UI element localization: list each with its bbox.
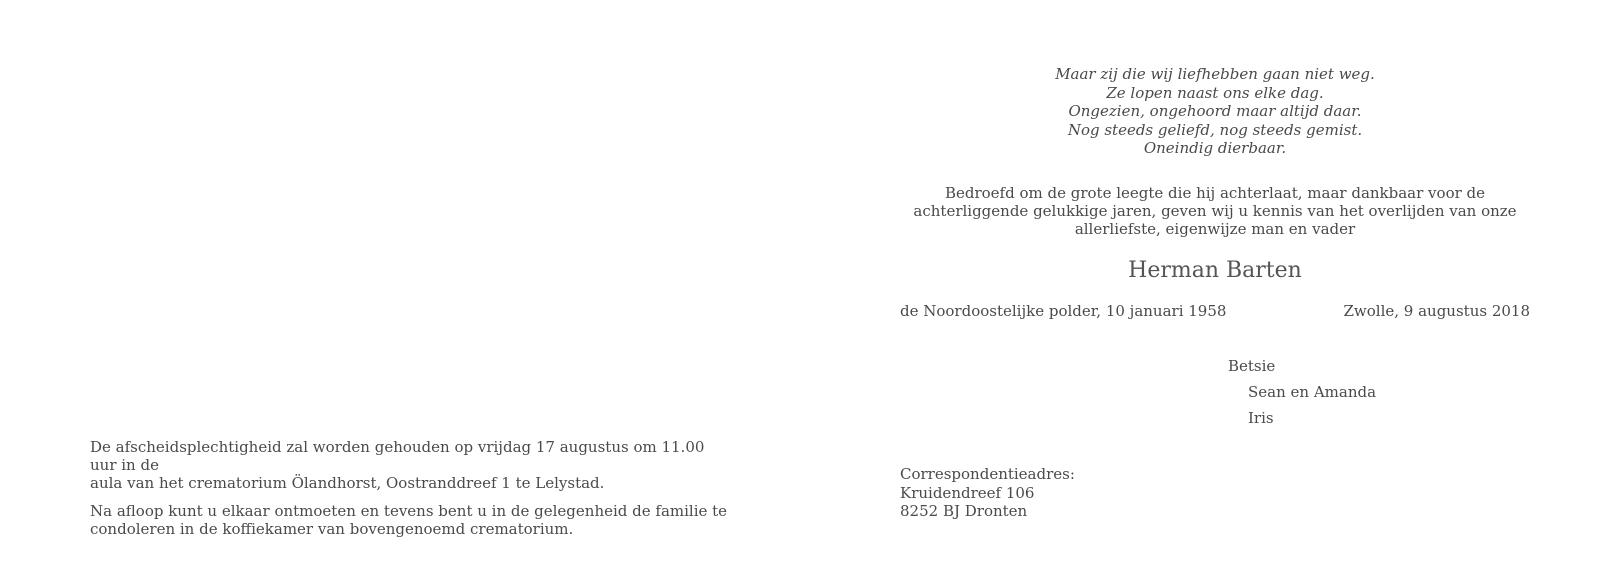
family-member: Iris: [1248, 409, 1274, 427]
announcement-text: Bedroefd om de grote leegte die hij achterlaat, maar dankbaar voor de achterliggende gelukkige jaren, geven wij u kennis van het overlijden van onze allerliefste, eigenwijze man en vader: [913, 184, 1517, 238]
ceremony-info: [90, 438, 730, 548]
correspondence-address: [900, 465, 1075, 521]
poem-line: Maar zij die wij liefhebben gaan niet weg.: [1055, 65, 1375, 83]
family-member: Betsie: [1228, 357, 1276, 375]
death-place-date: Zwolle, 9 augustus 2018: [1343, 302, 1530, 320]
poem-line: Nog steeds geliefd, nog steeds gemist.: [1067, 120, 1363, 139]
condolence-paragraph: Na afloop kunt u elkaar ontmoeten en tevens bent u in de gelegenheid de familie te condoleren in de koffiekamer van bovengenoemd crematorium.: [90, 502, 728, 538]
poem-line: Ongezien, ongehoord maar altijd daar.: [1068, 102, 1362, 120]
deceased-name: Herman Barten: [1128, 258, 1302, 283]
address-heading: Correspondentieadres:: [900, 465, 1075, 483]
poem: [900, 65, 1530, 158]
address-street: Kruidendreef 106: [900, 483, 1035, 502]
poem-line: Oneindig dierbaar.: [1143, 139, 1287, 157]
ceremony-paragraph: De afscheidsplechtigheid zal worden gehouden op vrijdag 17 augustus om 11.00 uur in de aula van het crematorium Ölandhorst, Oostranddreef 1 te Lelystad.: [90, 438, 705, 492]
family-member: Sean en Amanda: [1248, 383, 1377, 401]
address-city: 8252 BJ Dronten: [900, 502, 1028, 520]
poem-line: Ze lopen naast ons elke dag.: [1106, 83, 1324, 102]
birth-place-date: de Noordoostelijke polder, 10 januari 1958: [900, 302, 1227, 320]
